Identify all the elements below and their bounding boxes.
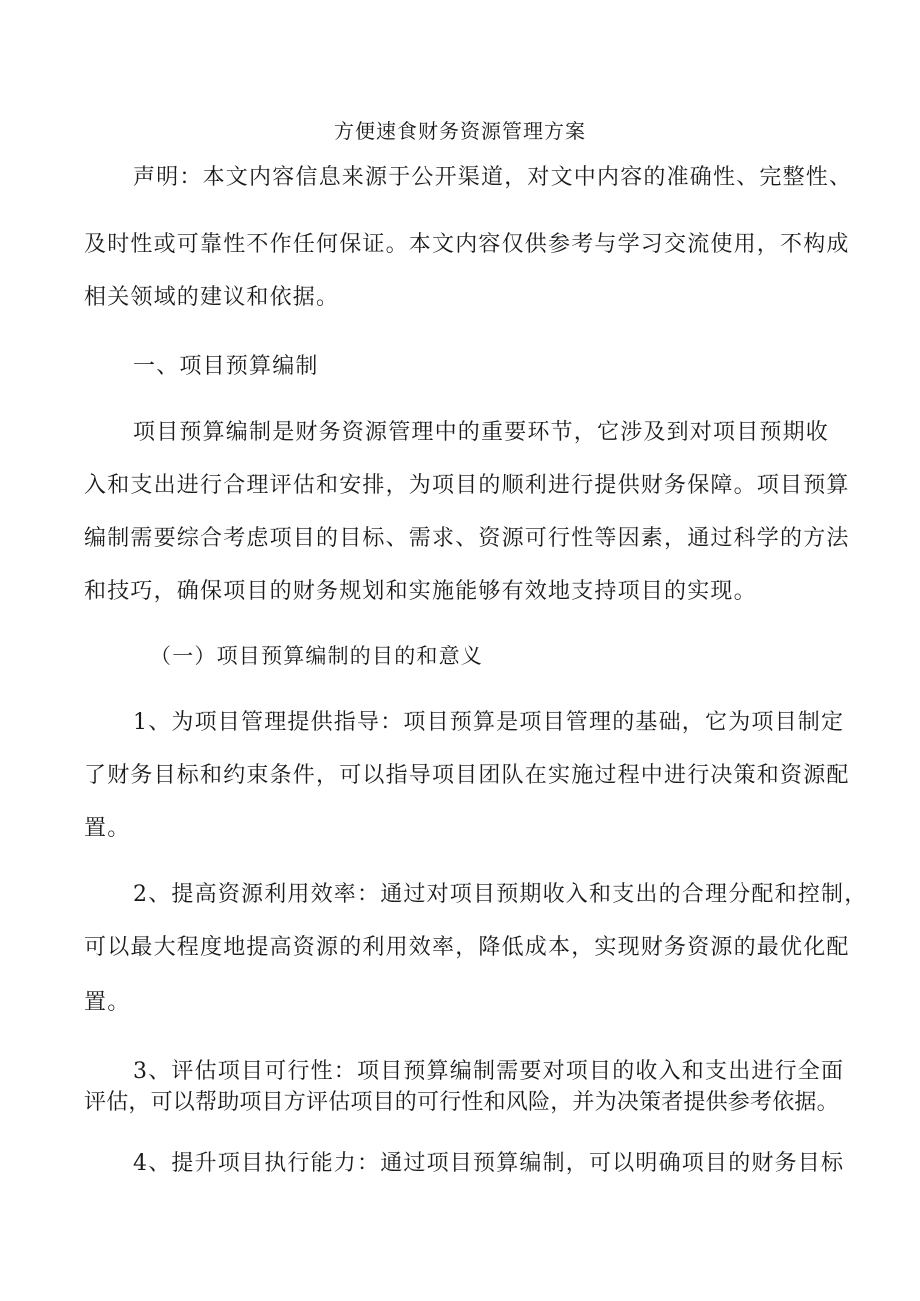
item-2-line-3: 置。 bbox=[84, 990, 131, 1015]
disclaimer-line-3: 相关领域的建议和依据。 bbox=[84, 285, 340, 310]
item-4-line-1: 4、提升项目执行能力：通过项目预算编制，可以明确项目的财务目标 bbox=[133, 1151, 845, 1176]
item-1-line-3: 置。 bbox=[84, 816, 131, 841]
item-3-line-2: 评估，可以帮助项目方评估项目的可行性和风险，并为决策者提供参考依据。 bbox=[84, 1090, 839, 1115]
item-2-line-2: 可以最大程度地提高资源的利用效率，降低成本，实现财务资源的最优化配 bbox=[84, 935, 850, 960]
paragraph-line-2: 入和支出进行合理评估和安排，为项目的顺利进行提供财务保障。项目预算 bbox=[84, 473, 850, 498]
paragraph-line-3: 编制需要综合考虑项目的目标、需求、资源可行性等因素，通过科学的方法 bbox=[84, 526, 850, 551]
disclaimer-line-1: 声明：本文内容信息来源于公开渠道，对文中内容的准确性、完整性、 bbox=[133, 165, 853, 190]
item-1-line-2: 了财务目标和约束条件，可以指导项目团队在实施过程中进行决策和资源配 bbox=[84, 763, 850, 788]
item-2-line-1: 2、提高资源利用效率：通过对项目预期收入和支出的合理分配和控制， bbox=[133, 882, 868, 907]
section-heading: 一、项目预算编制 bbox=[133, 354, 319, 379]
item-3-line-1: 3、评估项目可行性：项目预算编制需要对项目的收入和支出进行全面 bbox=[133, 1059, 845, 1084]
subsection-heading: （一）项目预算编制的目的和意义 bbox=[150, 644, 483, 668]
disclaimer-line-2: 及时性或可靠性不作任何保证。本文内容仅供参考与学习交流使用，不构成 bbox=[84, 232, 850, 257]
paragraph-line-4: 和技巧，确保项目的财务规划和实施能够有效地支持项目的实现。 bbox=[84, 579, 757, 604]
paragraph-line-1: 项目预算编制是财务资源管理中的重要环节，它涉及到对项目预期收 bbox=[133, 420, 830, 445]
document-title: 方便速食财务资源管理方案 bbox=[334, 119, 586, 143]
item-1-line-1: 1、为项目管理提供指导：项目预算是项目管理的基础，它为项目制定 bbox=[133, 710, 845, 735]
